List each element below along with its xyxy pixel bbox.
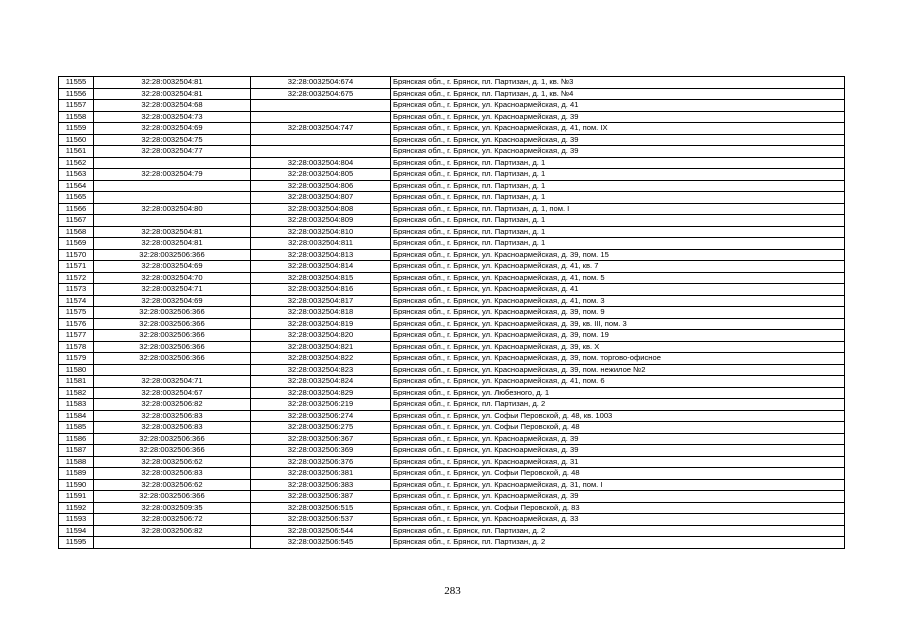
object-cadastral-cell: 32:28:0032504:815 bbox=[251, 272, 391, 284]
object-cadastral-cell bbox=[251, 111, 391, 123]
row-number-cell: 11585 bbox=[59, 422, 94, 434]
address-cell: Брянская обл., г. Брянск, пл. Партизан, д. 1 bbox=[391, 180, 845, 192]
object-cadastral-cell: 32:28:0032504:816 bbox=[251, 284, 391, 296]
object-cadastral-cell: 32:28:0032504:814 bbox=[251, 261, 391, 273]
parcel-cadastral-cell: 32:28:0032504:77 bbox=[94, 146, 251, 158]
row-number-cell: 11589 bbox=[59, 468, 94, 480]
row-number-cell: 11588 bbox=[59, 456, 94, 468]
table-body bbox=[59, 77, 845, 549]
object-cadastral-cell: 32:28:0032504:824 bbox=[251, 376, 391, 388]
row-number-cell: 11582 bbox=[59, 387, 94, 399]
parcel-cadastral-cell: 32:28:0032504:67 bbox=[94, 387, 251, 399]
parcel-cadastral-cell: 32:28:0032504:69 bbox=[94, 261, 251, 273]
address-cell: Брянская обл., г. Брянск, пл. Партизан, д. 2 bbox=[391, 537, 845, 549]
parcel-cadastral-cell: 32:28:0032506:83 bbox=[94, 468, 251, 480]
row-number-cell: 11561 bbox=[59, 146, 94, 158]
parcel-cadastral-cell: 32:28:0032504:71 bbox=[94, 284, 251, 296]
parcel-cadastral-cell: 32:28:0032506:366 bbox=[94, 433, 251, 445]
object-cadastral-cell: 32:28:0032504:809 bbox=[251, 215, 391, 227]
address-cell: Брянская обл., г. Брянск, ул. Софьи Перовской, д. 83 bbox=[391, 502, 845, 514]
table-row bbox=[59, 468, 845, 480]
address-cell: Брянская обл., г. Брянск, ул. Любезного, д. 1 bbox=[391, 387, 845, 399]
object-cadastral-cell: 32:28:0032504:804 bbox=[251, 157, 391, 169]
table-row bbox=[59, 376, 845, 388]
row-number-cell: 11587 bbox=[59, 445, 94, 457]
address-cell: Брянская обл., г. Брянск, ул. Красноармейская, д. 39 bbox=[391, 146, 845, 158]
row-number-cell: 11579 bbox=[59, 353, 94, 365]
object-cadastral-cell: 32:28:0032504:674 bbox=[251, 77, 391, 89]
table-row bbox=[59, 445, 845, 457]
table-row bbox=[59, 77, 845, 89]
parcel-cadastral-cell: 32:28:0032504:70 bbox=[94, 272, 251, 284]
table-row bbox=[59, 295, 845, 307]
address-cell: Брянская обл., г. Брянск, ул. Красноармейская, д. 41 bbox=[391, 284, 845, 296]
table-row bbox=[59, 491, 845, 503]
address-cell: Брянская обл., г. Брянск, пл. Партизан, д. 1 bbox=[391, 169, 845, 181]
row-number-cell: 11566 bbox=[59, 203, 94, 215]
object-cadastral-cell: 32:28:0032504:821 bbox=[251, 341, 391, 353]
table-row bbox=[59, 203, 845, 215]
table-row bbox=[59, 479, 845, 491]
object-cadastral-cell: 32:28:0032506:376 bbox=[251, 456, 391, 468]
object-cadastral-cell: 32:28:0032506:367 bbox=[251, 433, 391, 445]
parcel-cadastral-cell bbox=[94, 192, 251, 204]
cadastral-table bbox=[58, 76, 845, 549]
row-number-cell: 11559 bbox=[59, 123, 94, 135]
parcel-cadastral-cell: 32:28:0032509:35 bbox=[94, 502, 251, 514]
table-row bbox=[59, 146, 845, 158]
object-cadastral-cell: 32:28:0032504:807 bbox=[251, 192, 391, 204]
row-number-cell: 11560 bbox=[59, 134, 94, 146]
address-cell: Брянская обл., г. Брянск, ул. Красноармейская, д. 31, пом. I bbox=[391, 479, 845, 491]
table-row bbox=[59, 353, 845, 365]
address-cell: Брянская обл., г. Брянск, ул. Красноармейская, д. 39 bbox=[391, 445, 845, 457]
object-cadastral-cell: 32:28:0032504:823 bbox=[251, 364, 391, 376]
address-cell: Брянская обл., г. Брянск, пл. Партизан, д. 1 bbox=[391, 226, 845, 238]
address-cell: Брянская обл., г. Брянск, ул. Красноармейская, д. 41 bbox=[391, 100, 845, 112]
parcel-cadastral-cell: 32:28:0032506:366 bbox=[94, 341, 251, 353]
row-number-cell: 11565 bbox=[59, 192, 94, 204]
table-row bbox=[59, 272, 845, 284]
object-cadastral-cell: 32:28:0032506:383 bbox=[251, 479, 391, 491]
parcel-cadastral-cell: 32:28:0032504:71 bbox=[94, 376, 251, 388]
parcel-cadastral-cell: 32:28:0032504:80 bbox=[94, 203, 251, 215]
parcel-cadastral-cell: 32:28:0032504:79 bbox=[94, 169, 251, 181]
row-number-cell: 11586 bbox=[59, 433, 94, 445]
address-cell: Брянская обл., г. Брянск, ул. Красноармейская, д. 39, пом. 19 bbox=[391, 330, 845, 342]
address-cell: Брянская обл., г. Брянск, ул. Красноармейская, д. 39 bbox=[391, 433, 845, 445]
row-number-cell: 11584 bbox=[59, 410, 94, 422]
parcel-cadastral-cell: 32:28:0032506:366 bbox=[94, 491, 251, 503]
row-number-cell: 11563 bbox=[59, 169, 94, 181]
address-cell: Брянская обл., г. Брянск, пл. Партизан, д. 2 bbox=[391, 525, 845, 537]
table-row bbox=[59, 226, 845, 238]
address-cell: Брянская обл., г. Брянск, ул. Красноармейская, д. 39, кв. III, пом. 3 bbox=[391, 318, 845, 330]
address-cell: Брянская обл., г. Брянск, ул. Красноармейская, д. 39 bbox=[391, 134, 845, 146]
row-number-cell: 11594 bbox=[59, 525, 94, 537]
parcel-cadastral-cell: 32:28:0032506:83 bbox=[94, 422, 251, 434]
table-row bbox=[59, 502, 845, 514]
row-number-cell: 11569 bbox=[59, 238, 94, 250]
object-cadastral-cell: 32:28:0032504:810 bbox=[251, 226, 391, 238]
parcel-cadastral-cell bbox=[94, 180, 251, 192]
address-cell: Брянская обл., г. Брянск, ул. Красноармейская, д. 39, пом. торгово-офисное bbox=[391, 353, 845, 365]
row-number-cell: 11577 bbox=[59, 330, 94, 342]
row-number-cell: 11581 bbox=[59, 376, 94, 388]
parcel-cadastral-cell bbox=[94, 537, 251, 549]
parcel-cadastral-cell: 32:28:0032504:81 bbox=[94, 238, 251, 250]
row-number-cell: 11575 bbox=[59, 307, 94, 319]
object-cadastral-cell: 32:28:0032504:747 bbox=[251, 123, 391, 135]
parcel-cadastral-cell: 32:28:0032504:81 bbox=[94, 88, 251, 100]
parcel-cadastral-cell: 32:28:0032506:72 bbox=[94, 514, 251, 526]
parcel-cadastral-cell: 32:28:0032506:62 bbox=[94, 479, 251, 491]
object-cadastral-cell: 32:28:0032506:274 bbox=[251, 410, 391, 422]
address-cell: Брянская обл., г. Брянск, пл. Партизан, д. 1, кв. №4 bbox=[391, 88, 845, 100]
row-number-cell: 11578 bbox=[59, 341, 94, 353]
parcel-cadastral-cell: 32:28:0032506:366 bbox=[94, 307, 251, 319]
address-cell: Брянская обл., г. Брянск, пл. Партизан, д. 2 bbox=[391, 399, 845, 411]
address-cell: Брянская обл., г. Брянск, ул. Красноармейская, д. 41, пом. 3 bbox=[391, 295, 845, 307]
parcel-cadastral-cell: 32:28:0032504:75 bbox=[94, 134, 251, 146]
table-row bbox=[59, 514, 845, 526]
address-cell: Брянская обл., г. Брянск, ул. Красноармейская, д. 39, пом. 15 bbox=[391, 249, 845, 261]
address-cell: Брянская обл., г. Брянск, ул. Красноармейская, д. 41, пом. 6 bbox=[391, 376, 845, 388]
object-cadastral-cell: 32:28:0032506:544 bbox=[251, 525, 391, 537]
object-cadastral-cell: 32:28:0032504:806 bbox=[251, 180, 391, 192]
object-cadastral-cell: 32:28:0032504:811 bbox=[251, 238, 391, 250]
object-cadastral-cell: 32:28:0032504:805 bbox=[251, 169, 391, 181]
address-cell: Брянская обл., г. Брянск, ул. Красноармейская, д. 39 bbox=[391, 111, 845, 123]
table-row bbox=[59, 341, 845, 353]
table-row bbox=[59, 123, 845, 135]
parcel-cadastral-cell: 32:28:0032506:83 bbox=[94, 410, 251, 422]
table-row bbox=[59, 100, 845, 112]
parcel-cadastral-cell bbox=[94, 215, 251, 227]
object-cadastral-cell: 32:28:0032506:219 bbox=[251, 399, 391, 411]
address-cell: Брянская обл., г. Брянск, ул. Красноармейская, д. 41, кв. 7 bbox=[391, 261, 845, 273]
address-cell: Брянская обл., г. Брянск, ул. Красноармейская, д. 31 bbox=[391, 456, 845, 468]
table-row bbox=[59, 249, 845, 261]
object-cadastral-cell: 32:28:0032504:819 bbox=[251, 318, 391, 330]
address-cell: Брянская обл., г. Брянск, ул. Красноармейская, д. 39, пом. нежилое №2 bbox=[391, 364, 845, 376]
object-cadastral-cell: 32:28:0032506:381 bbox=[251, 468, 391, 480]
parcel-cadastral-cell: 32:28:0032504:68 bbox=[94, 100, 251, 112]
parcel-cadastral-cell: 32:28:0032506:366 bbox=[94, 330, 251, 342]
table-row bbox=[59, 387, 845, 399]
parcel-cadastral-cell bbox=[94, 157, 251, 169]
row-number-cell: 11592 bbox=[59, 502, 94, 514]
object-cadastral-cell: 32:28:0032506:369 bbox=[251, 445, 391, 457]
row-number-cell: 11576 bbox=[59, 318, 94, 330]
row-number-cell: 11556 bbox=[59, 88, 94, 100]
table-row bbox=[59, 525, 845, 537]
row-number-cell: 11567 bbox=[59, 215, 94, 227]
row-number-cell: 11593 bbox=[59, 514, 94, 526]
row-number-cell: 11580 bbox=[59, 364, 94, 376]
address-cell: Брянская обл., г. Брянск, пл. Партизан, д. 1 bbox=[391, 238, 845, 250]
table-row bbox=[59, 111, 845, 123]
row-number-cell: 11558 bbox=[59, 111, 94, 123]
table-row bbox=[59, 399, 845, 411]
object-cadastral-cell: 32:28:0032504:818 bbox=[251, 307, 391, 319]
parcel-cadastral-cell: 32:28:0032506:82 bbox=[94, 399, 251, 411]
address-cell: Брянская обл., г. Брянск, пл. Партизан, д. 1 bbox=[391, 157, 845, 169]
row-number-cell: 11573 bbox=[59, 284, 94, 296]
address-cell: Брянская обл., г. Брянск, ул. Красноармейская, д. 33 bbox=[391, 514, 845, 526]
row-number-cell: 11557 bbox=[59, 100, 94, 112]
parcel-cadastral-cell: 32:28:0032504:73 bbox=[94, 111, 251, 123]
address-cell: Брянская обл., г. Брянск, ул. Красноармейская, д. 39 bbox=[391, 491, 845, 503]
parcel-cadastral-cell: 32:28:0032506:366 bbox=[94, 445, 251, 457]
object-cadastral-cell bbox=[251, 146, 391, 158]
parcel-cadastral-cell: 32:28:0032506:366 bbox=[94, 249, 251, 261]
table-row bbox=[59, 238, 845, 250]
table-row bbox=[59, 169, 845, 181]
table-row bbox=[59, 261, 845, 273]
table-row bbox=[59, 410, 845, 422]
object-cadastral-cell bbox=[251, 134, 391, 146]
address-cell: Брянская обл., г. Брянск, пл. Партизан, д. 1 bbox=[391, 192, 845, 204]
address-cell: Брянская обл., г. Брянск, ул. Красноармейская, д. 41, пом. IX bbox=[391, 123, 845, 135]
row-number-cell: 11571 bbox=[59, 261, 94, 273]
parcel-cadastral-cell: 32:28:0032506:82 bbox=[94, 525, 251, 537]
row-number-cell: 11555 bbox=[59, 77, 94, 89]
object-cadastral-cell: 32:28:0032506:545 bbox=[251, 537, 391, 549]
object-cadastral-cell: 32:28:0032506:275 bbox=[251, 422, 391, 434]
parcel-cadastral-cell bbox=[94, 364, 251, 376]
address-cell: Брянская обл., г. Брянск, ул. Красноармейская, д. 39, кв. X bbox=[391, 341, 845, 353]
row-number-cell: 11572 bbox=[59, 272, 94, 284]
table-row bbox=[59, 134, 845, 146]
object-cadastral-cell: 32:28:0032504:822 bbox=[251, 353, 391, 365]
table-row bbox=[59, 364, 845, 376]
row-number-cell: 11562 bbox=[59, 157, 94, 169]
parcel-cadastral-cell: 32:28:0032506:62 bbox=[94, 456, 251, 468]
table-row bbox=[59, 307, 845, 319]
table-row bbox=[59, 215, 845, 227]
parcel-cadastral-cell: 32:28:0032504:69 bbox=[94, 123, 251, 135]
parcel-cadastral-cell: 32:28:0032504:81 bbox=[94, 226, 251, 238]
table-row bbox=[59, 537, 845, 549]
address-cell: Брянская обл., г. Брянск, пл. Партизан, д. 1 bbox=[391, 215, 845, 227]
address-cell: Брянская обл., г. Брянск, пл. Партизан, д. 1, кв. №3 bbox=[391, 77, 845, 89]
row-number-cell: 11583 bbox=[59, 399, 94, 411]
row-number-cell: 11590 bbox=[59, 479, 94, 491]
object-cadastral-cell: 32:28:0032504:813 bbox=[251, 249, 391, 261]
address-cell: Брянская обл., г. Брянск, ул. Софьи Перовской, д. 48, кв. 1003 bbox=[391, 410, 845, 422]
table-row bbox=[59, 88, 845, 100]
row-number-cell: 11568 bbox=[59, 226, 94, 238]
table-row bbox=[59, 192, 845, 204]
row-number-cell: 11570 bbox=[59, 249, 94, 261]
address-cell: Брянская обл., г. Брянск, ул. Красноармейская, д. 41, пом. 5 bbox=[391, 272, 845, 284]
table-row bbox=[59, 422, 845, 434]
object-cadastral-cell: 32:28:0032504:675 bbox=[251, 88, 391, 100]
parcel-cadastral-cell: 32:28:0032506:366 bbox=[94, 318, 251, 330]
page-number: 283 bbox=[444, 585, 461, 597]
table-row bbox=[59, 456, 845, 468]
address-cell: Брянская обл., г. Брянск, пл. Партизан, д. 1, пом. I bbox=[391, 203, 845, 215]
table-row bbox=[59, 330, 845, 342]
object-cadastral-cell: 32:28:0032504:808 bbox=[251, 203, 391, 215]
row-number-cell: 11595 bbox=[59, 537, 94, 549]
object-cadastral-cell: 32:28:0032506:537 bbox=[251, 514, 391, 526]
table-row bbox=[59, 284, 845, 296]
object-cadastral-cell: 32:28:0032504:829 bbox=[251, 387, 391, 399]
table-row bbox=[59, 157, 845, 169]
object-cadastral-cell: 32:28:0032504:817 bbox=[251, 295, 391, 307]
row-number-cell: 11574 bbox=[59, 295, 94, 307]
object-cadastral-cell: 32:28:0032506:387 bbox=[251, 491, 391, 503]
address-cell: Брянская обл., г. Брянск, ул. Красноармейская, д. 39, пом. 9 bbox=[391, 307, 845, 319]
object-cadastral-cell: 32:28:0032504:820 bbox=[251, 330, 391, 342]
object-cadastral-cell bbox=[251, 100, 391, 112]
table-row bbox=[59, 180, 845, 192]
address-cell: Брянская обл., г. Брянск, ул. Софьи Перовской, д. 48 bbox=[391, 468, 845, 480]
table-row bbox=[59, 433, 845, 445]
address-cell: Брянская обл., г. Брянск, ул. Софьи Перовской, д. 48 bbox=[391, 422, 845, 434]
parcel-cadastral-cell: 32:28:0032504:69 bbox=[94, 295, 251, 307]
row-number-cell: 11564 bbox=[59, 180, 94, 192]
parcel-cadastral-cell: 32:28:0032504:81 bbox=[94, 77, 251, 89]
table-row bbox=[59, 318, 845, 330]
parcel-cadastral-cell: 32:28:0032506:366 bbox=[94, 353, 251, 365]
row-number-cell: 11591 bbox=[59, 491, 94, 503]
object-cadastral-cell: 32:28:0032506:515 bbox=[251, 502, 391, 514]
